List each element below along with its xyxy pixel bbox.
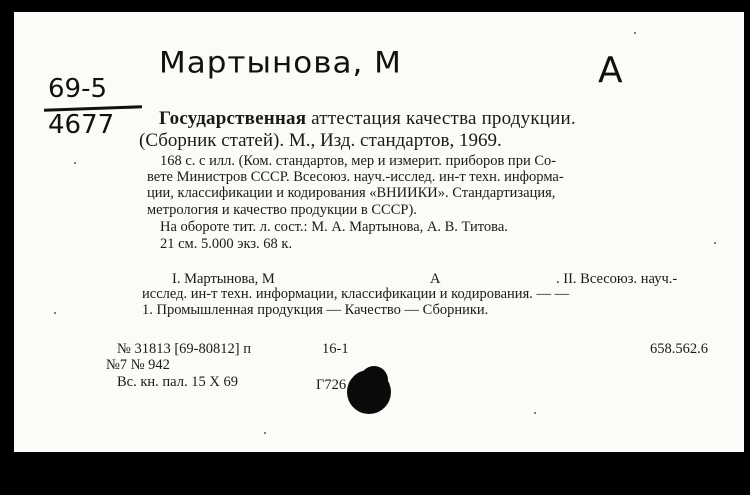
speck <box>74 162 76 164</box>
compilers-note: На обороте тит. л. сост.: М. А. Мартынова, А. В. Титова. <box>160 219 508 235</box>
order-number: № 31813 [69-80812] п <box>117 341 251 357</box>
speck <box>264 432 266 434</box>
ink-blot-top <box>360 366 388 394</box>
tracing-institution-cont: исслед. ин-т техн. информации, классификации и кодирования. — — <box>142 286 570 302</box>
title-line <box>159 108 576 130</box>
speck <box>534 412 536 414</box>
scan-border-bottom <box>0 452 750 495</box>
description-line-1: 168 с. с илл. (Ком. стандартов, мер и измерит. приборов при Со- <box>160 153 557 169</box>
print-code: Г726 <box>316 377 347 393</box>
order-mid: 16-1 <box>322 341 349 357</box>
shelf-code-bottom: 4677 <box>48 110 115 140</box>
handwritten-letter: A <box>598 50 623 91</box>
title-rest: аттестация качества продукции. <box>306 108 576 129</box>
description-line-2: вете Министров СССР. Всесоюз. науч.-исслед. ин-т техн. информа- <box>147 169 564 185</box>
physical-description: 21 см. 5.000 экз. 68 к. <box>160 236 293 252</box>
handwritten-author: Мартынова, М <box>159 45 402 81</box>
imprint-line: (Сборник статей). М., Изд. стандартов, 1969. <box>139 130 502 151</box>
scan-border-left <box>0 0 14 495</box>
title-bold: Государственная <box>159 108 307 129</box>
secondary-number: №7 № 942 <box>106 357 170 373</box>
tracing-author-initial: A <box>430 271 441 287</box>
shelf-code-top: 69-5 <box>48 74 108 104</box>
speck <box>714 242 716 244</box>
description-line-3: ции, классификации и кодирования «ВНИИКИ». Стандартизация, <box>147 185 556 201</box>
catalog-card <box>14 12 744 452</box>
speck <box>54 312 56 314</box>
subject-tracing: 1. Промышленная продукция — Качество — Сборники. <box>142 302 489 318</box>
scan-border-top <box>0 0 750 12</box>
speck <box>634 32 636 34</box>
book-chamber-line: Вс. кн. пал. 15 X 69 <box>117 374 238 390</box>
tracing-author: I. Мартынова, М <box>172 271 275 287</box>
udc-code: 658.562.6 <box>650 341 708 357</box>
description-line-4: метрология и качество продукции в СССР). <box>147 202 417 218</box>
tracing-institution: . II. Всесоюз. науч.- <box>556 271 678 287</box>
